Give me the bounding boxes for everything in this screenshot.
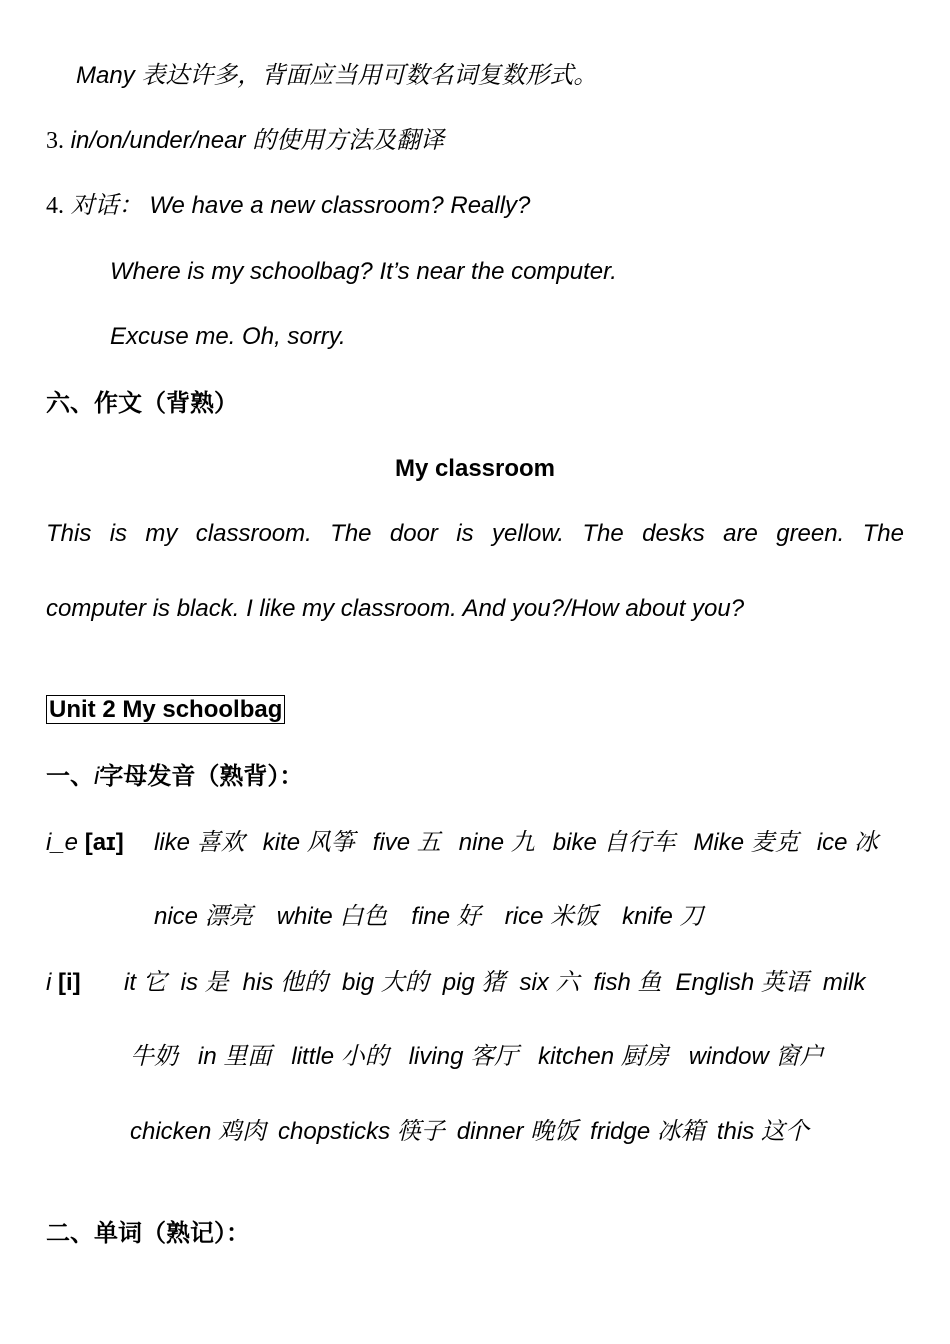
i-label-text: i [46,969,52,996]
phonics-word: chicken 鸡肉 [130,1118,267,1145]
unit-2-title [46,695,285,725]
phonics-word: bike 自行车 [552,829,676,856]
essay-word: The [582,520,624,547]
phonics-word: white 白色 [276,903,388,930]
ie-label-text: i_e [46,829,79,856]
phonics-word: six 六 [519,969,580,996]
item-4-number: 4. [46,193,64,219]
essay-word: This [46,520,92,547]
phonics-word: fridge 冰箱 [590,1118,705,1145]
ie-words-row-2 [154,902,704,932]
item-3-number: 3. [46,128,64,154]
ie-label [46,828,124,858]
phonics-word: his 他的 [242,969,329,996]
phonics-word: little 小的 [291,1043,389,1070]
essay-word: green. [776,520,845,547]
many-note: Many 表达许多，背面应当用可数名词复数形式。 [76,62,598,89]
words-heading: 二、单词（熟记）： [46,1220,250,1247]
essay-word: my [145,520,178,547]
phonics-word: kitchen 厨房 [538,1043,669,1070]
essay-word: are [723,520,758,547]
phonics-heading-pre: 一、 [46,763,94,790]
i-words-row-2 [130,1042,824,1072]
ie-words-row-1 [154,828,878,858]
phonics-word: nice 漂亮 [154,903,253,930]
dialog-line-2: Where is my schoolbag? It’s near the computer. [110,258,617,285]
phonics-word: kite 风筝 [262,829,355,856]
essay-title: My classroom [394,455,556,482]
item-3 [46,126,444,156]
dialog-line-3: Excuse me. Oh, sorry. [110,323,346,350]
phonics-word: pig 猪 [442,969,506,996]
unit-2-title-box: Unit 2 My schoolbag [46,695,285,724]
essay-line-2: computer is black. I like my classroom. And you?/How about you? [46,595,745,622]
phonics-word: it 它 [124,969,167,996]
phonics-word: window 窗户 [688,1043,824,1070]
phonics-word: ice 冰 [816,829,879,856]
phonics-heading-post: 字母发音（熟背）： [99,763,304,790]
phonics-word: five 五 [372,829,441,856]
essay-line-1 [46,519,904,549]
phonics-word: rice 米饭 [504,903,599,930]
phonics-word: fine 好 [411,903,481,930]
essay-word: door [389,520,438,547]
i-ipa: [i] [58,969,81,996]
phonics-word: this 这个 [716,1118,809,1145]
phonics-word: milk [822,969,866,996]
i-label [46,968,81,998]
i-words-row-3 [130,1117,809,1147]
essay-word: The [862,520,904,547]
phonics-word: living 客厅 [408,1043,519,1070]
section-6-heading: 六、作文（背熟） [46,390,238,417]
essay-word: classroom. [195,520,312,547]
phonics-word: is 是 [180,969,229,996]
phonics-word: chopsticks 筷子 [278,1118,445,1145]
essay-word: desks [642,520,705,547]
phonics-word: Mike 麦克 [693,829,799,856]
i-words-row-1 [124,968,866,998]
phonics-word: in 里面 [198,1043,272,1070]
phonics-word: nine 九 [458,829,535,856]
phonics-word: big 大的 [342,969,429,996]
phonics-word: 牛奶 [130,1043,178,1070]
essay-word: is [109,520,128,547]
ie-ipa: [aɪ] [84,829,124,856]
phonics-word: like 喜欢 [154,829,245,856]
essay-word: The [330,520,372,547]
item-4-text: 对话： We have a new classroom? Really? [70,192,531,219]
item-4 [46,191,530,221]
phonics-heading-letter: i [94,763,100,790]
phonics-word: dinner 晚饭 [456,1118,579,1145]
phonics-word: English 英语 [675,969,809,996]
essay-word: yellow. [491,520,565,547]
essay-word: is [456,520,474,547]
phonics-heading [46,762,303,792]
phonics-word: fish 鱼 [593,969,662,996]
item-3-text: in/on/under/near 的使用方法及翻译 [70,127,445,154]
phonics-word: knife 刀 [622,903,704,930]
